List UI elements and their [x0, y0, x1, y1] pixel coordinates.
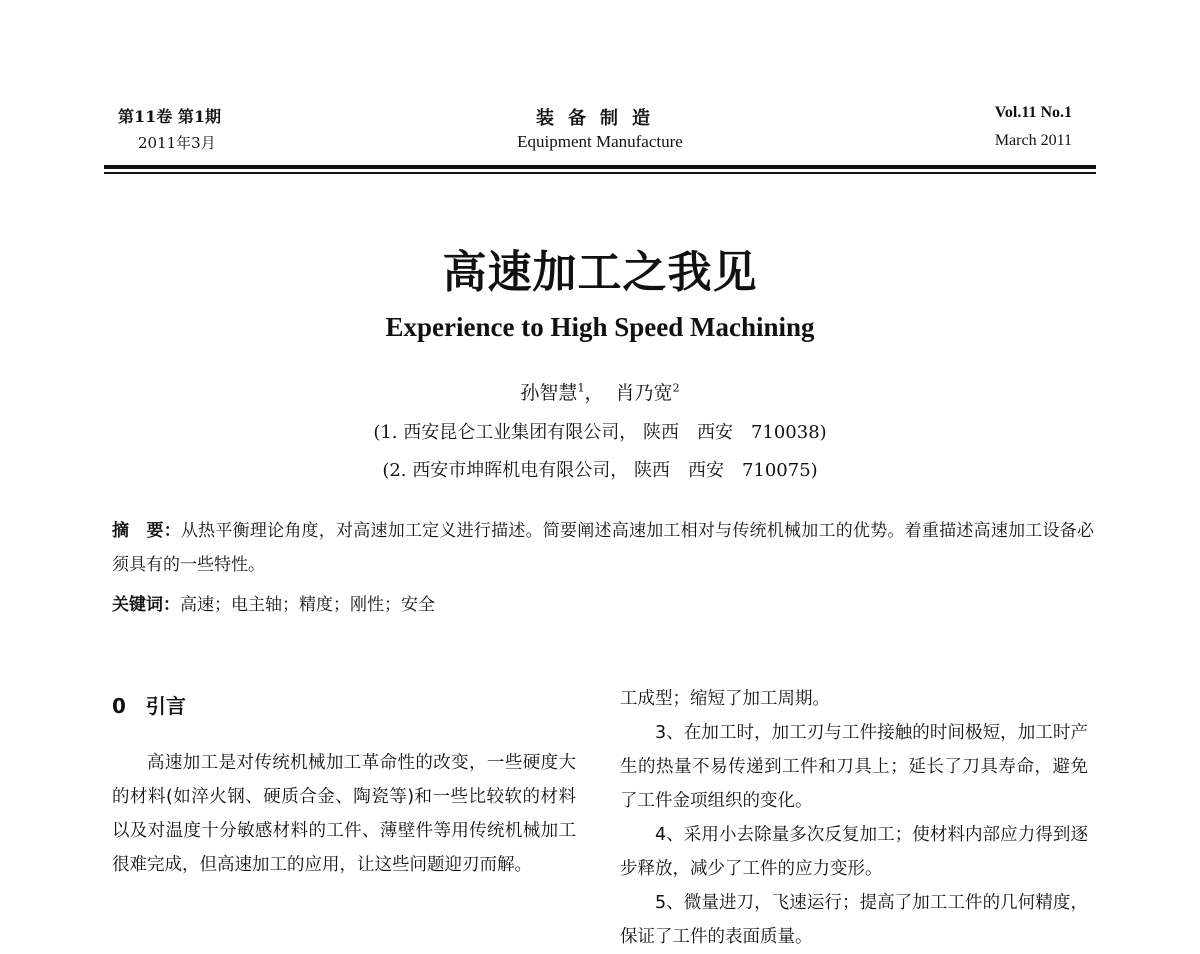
intro-paragraph: 高速加工是对传统机械加工革命性的改变，一些硬度大的材料(如淬火钢、硬质合金、陶瓷等)和一些比较软的材料以及对温度十分敏感材料的工件、薄壁件等用传统机械加工很难完成，但高速加工的应用，让这些问题迎刃而解。: [112, 753, 576, 875]
keywords-text: 高速；电主轴；精度；刚性；安全: [180, 595, 435, 615]
article-title-en: Experience to High Speed Machining: [385, 312, 815, 342]
author-1: 孙智慧: [520, 382, 578, 404]
affiliation-2: (2. 西安市坤晖机电有限公司， 陕西 西安 710075): [382, 460, 818, 481]
keywords-label: 关键词：: [112, 595, 180, 615]
paragraph-point-3: 3、在加工时，加工刃与工件接触的时间极短，加工时产生的热量不易传递到工件和刀具上；延长了刀具寿命，避免了工件金项组织的变化。: [620, 723, 1088, 811]
affiliation-1: (1. 西安昆仑工业集团有限公司， 陕西 西安 710038): [373, 422, 827, 443]
paragraph-point-4: 4、采用小去除量多次反复加工；使材料内部应力得到逐步释放，减少了工件的应力变形。: [620, 825, 1088, 879]
author-2: 肖乃宽: [615, 382, 673, 404]
abstract: [112, 514, 1094, 582]
header-rule-thick: [104, 165, 1096, 169]
right-column: [620, 682, 1088, 954]
abstract-label: 摘 要：: [112, 521, 181, 541]
journal-name-en: Equipment Manufacture: [517, 132, 683, 151]
author-2-affiliation-mark: 2: [672, 381, 680, 395]
journal-volume-en: Vol.11 No.1: [994, 104, 1072, 121]
journal-date-en: March 2011: [994, 132, 1072, 149]
abstract-text: 从热平衡理论角度，对高速加工定义进行描述。简要阐述高速加工相对与传统机械加工的优势。着重描述高速加工设备必须具有的一些特性。: [112, 521, 1095, 575]
author-1-affiliation-mark: 1: [577, 381, 585, 395]
journal-date-cn: 2011年3月: [138, 134, 216, 152]
paragraph-point-5: 5、微量进刀，飞速运行；提高了加工工件的几何精度，保证了工件的表面质量。: [620, 893, 1088, 947]
section-heading-introduction: 0 引言: [112, 694, 186, 718]
article-title-cn: 高速加工之我见: [442, 247, 758, 298]
author-line: [0, 378, 1200, 405]
keywords: [112, 590, 435, 615]
author-separator: ，: [584, 382, 604, 404]
journal-name-cn: 装备制造: [536, 108, 664, 129]
journal-volume-cn: 第11卷 第1期: [118, 107, 221, 126]
paragraph-continuation: 工成型；缩短了加工周期。: [620, 689, 830, 709]
header-rule-thin: [104, 172, 1096, 174]
